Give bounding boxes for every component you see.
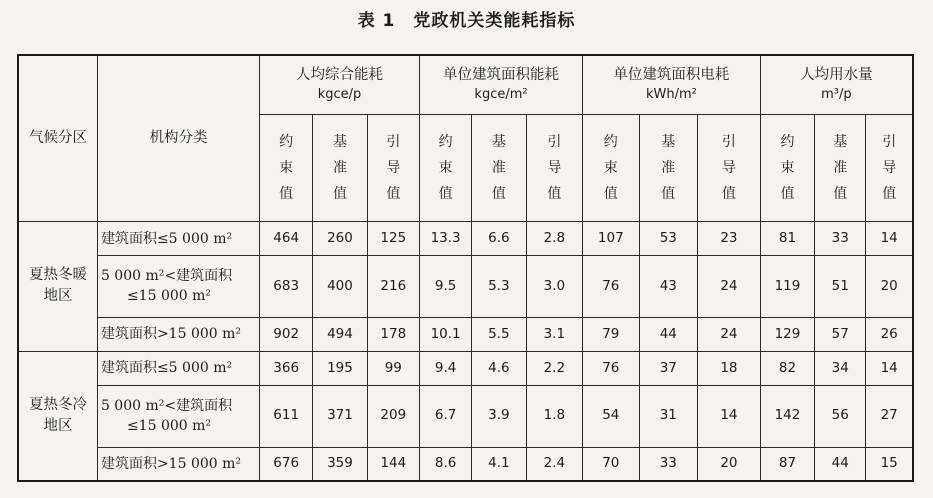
header-group-name: 人均用水量 [800, 67, 873, 84]
table-row [18, 317, 913, 351]
header-group-name: 单位建筑面积能耗 [443, 67, 560, 84]
value-cell: 9.4 [419, 351, 471, 385]
value-cell: 371 [313, 385, 367, 447]
value-cell: 209 [367, 385, 419, 447]
header-group-unit: kgce/m² [474, 87, 528, 103]
value-cell: 359 [313, 447, 367, 481]
header-group-0 [260, 55, 420, 115]
value-cell: 34 [815, 351, 866, 385]
value-cell: 99 [367, 351, 419, 385]
header-subcolumn: 引 导 值 [698, 115, 761, 222]
value-cell: 144 [367, 447, 419, 481]
value-cell: 129 [760, 317, 814, 351]
value-cell: 2.4 [526, 447, 582, 481]
value-cell: 3.0 [526, 256, 582, 318]
value-cell: 87 [760, 447, 814, 481]
value-cell: 27 [866, 385, 913, 447]
table-row [18, 385, 913, 447]
value-cell: 53 [639, 222, 698, 256]
value-cell: 4.1 [472, 447, 526, 481]
table-row [18, 256, 913, 318]
value-cell: 14 [698, 385, 761, 447]
value-cell: 6.6 [472, 222, 526, 256]
value-cell: 24 [698, 317, 761, 351]
table-row [18, 447, 913, 481]
header-zone: 气候分区 [18, 55, 97, 222]
value-cell: 57 [815, 317, 866, 351]
header-subcolumn: 基 准 值 [472, 115, 526, 222]
header-subcolumn: 约 束 值 [760, 115, 814, 222]
table-row [18, 351, 913, 385]
header-category: 机构分类 [97, 55, 259, 222]
header-subcolumn: 约 束 值 [260, 115, 313, 222]
value-cell: 13.3 [419, 222, 471, 256]
value-cell: 33 [815, 222, 866, 256]
header-group-3 [760, 55, 913, 115]
value-cell: 44 [639, 317, 698, 351]
header-group-1 [419, 55, 582, 115]
category-cell: 建筑面积≤5 000 m² [97, 351, 259, 385]
header-subcolumn: 约 束 值 [419, 115, 471, 222]
value-cell: 6.7 [419, 385, 471, 447]
value-cell: 44 [815, 447, 866, 481]
value-cell: 142 [760, 385, 814, 447]
category-cell: 5 000 m²<建筑面积 ≤15 000 m² [97, 256, 259, 318]
header-group-2 [583, 55, 761, 115]
table-title: 表 1 党政机关类能耗指标 [357, 11, 576, 31]
value-cell: 216 [367, 256, 419, 318]
value-cell: 119 [760, 256, 814, 318]
value-cell: 43 [639, 256, 698, 318]
header-group-unit: kgce/p [317, 87, 362, 103]
value-cell: 195 [313, 351, 367, 385]
header-group-name: 人均综合能耗 [295, 67, 383, 84]
value-cell: 3.9 [472, 385, 526, 447]
value-cell: 20 [698, 447, 761, 481]
value-cell: 31 [639, 385, 698, 447]
value-cell: 18 [698, 351, 761, 385]
value-cell: 9.5 [419, 256, 471, 318]
value-cell: 10.1 [419, 317, 471, 351]
value-cell: 611 [260, 385, 313, 447]
value-cell: 24 [698, 256, 761, 318]
value-cell: 79 [583, 317, 639, 351]
category-cell: 建筑面积>15 000 m² [97, 447, 259, 481]
value-cell: 23 [698, 222, 761, 256]
value-cell: 26 [866, 317, 913, 351]
header-subcolumn: 引 导 值 [526, 115, 582, 222]
value-cell: 76 [583, 256, 639, 318]
header-subcolumn: 基 准 值 [313, 115, 367, 222]
value-cell: 20 [866, 256, 913, 318]
header-group-unit: kWh/m² [645, 87, 697, 103]
value-cell: 54 [583, 385, 639, 447]
value-cell: 902 [260, 317, 313, 351]
value-cell: 366 [260, 351, 313, 385]
header-subcolumn: 引 导 值 [866, 115, 913, 222]
value-cell: 683 [260, 256, 313, 318]
value-cell: 82 [760, 351, 814, 385]
value-cell: 70 [583, 447, 639, 481]
header-subcolumn: 约 束 值 [583, 115, 639, 222]
value-cell: 4.6 [472, 351, 526, 385]
energy-index-table [17, 54, 914, 482]
value-cell: 8.6 [419, 447, 471, 481]
header-group-unit: m³/p [821, 87, 852, 103]
value-cell: 14 [866, 351, 913, 385]
value-cell: 51 [815, 256, 866, 318]
value-cell: 15 [866, 447, 913, 481]
climate-zone: 夏热冬冷 地区 [18, 351, 97, 481]
value-cell: 3.1 [526, 317, 582, 351]
value-cell: 107 [583, 222, 639, 256]
value-cell: 37 [639, 351, 698, 385]
value-cell: 178 [367, 317, 419, 351]
value-cell: 2.2 [526, 351, 582, 385]
value-cell: 676 [260, 447, 313, 481]
category-cell: 5 000 m²<建筑面积 ≤15 000 m² [97, 385, 259, 447]
value-cell: 76 [583, 351, 639, 385]
category-cell: 建筑面积>15 000 m² [97, 317, 259, 351]
value-cell: 125 [367, 222, 419, 256]
header-subcolumn: 基 准 值 [639, 115, 698, 222]
value-cell: 260 [313, 222, 367, 256]
value-cell: 494 [313, 317, 367, 351]
header-subcolumn: 引 导 值 [367, 115, 419, 222]
value-cell: 400 [313, 256, 367, 318]
value-cell: 14 [866, 222, 913, 256]
value-cell: 5.3 [472, 256, 526, 318]
value-cell: 81 [760, 222, 814, 256]
table-row [18, 222, 913, 256]
value-cell: 1.8 [526, 385, 582, 447]
header-group-name: 单位建筑面积电耗 [613, 67, 730, 84]
header-subcolumn: 基 准 值 [815, 115, 866, 222]
value-cell: 5.5 [472, 317, 526, 351]
category-cell: 建筑面积≤5 000 m² [97, 222, 259, 256]
climate-zone: 夏热冬暖 地区 [18, 222, 97, 352]
value-cell: 464 [260, 222, 313, 256]
value-cell: 2.8 [526, 222, 582, 256]
value-cell: 56 [815, 385, 866, 447]
value-cell: 33 [639, 447, 698, 481]
